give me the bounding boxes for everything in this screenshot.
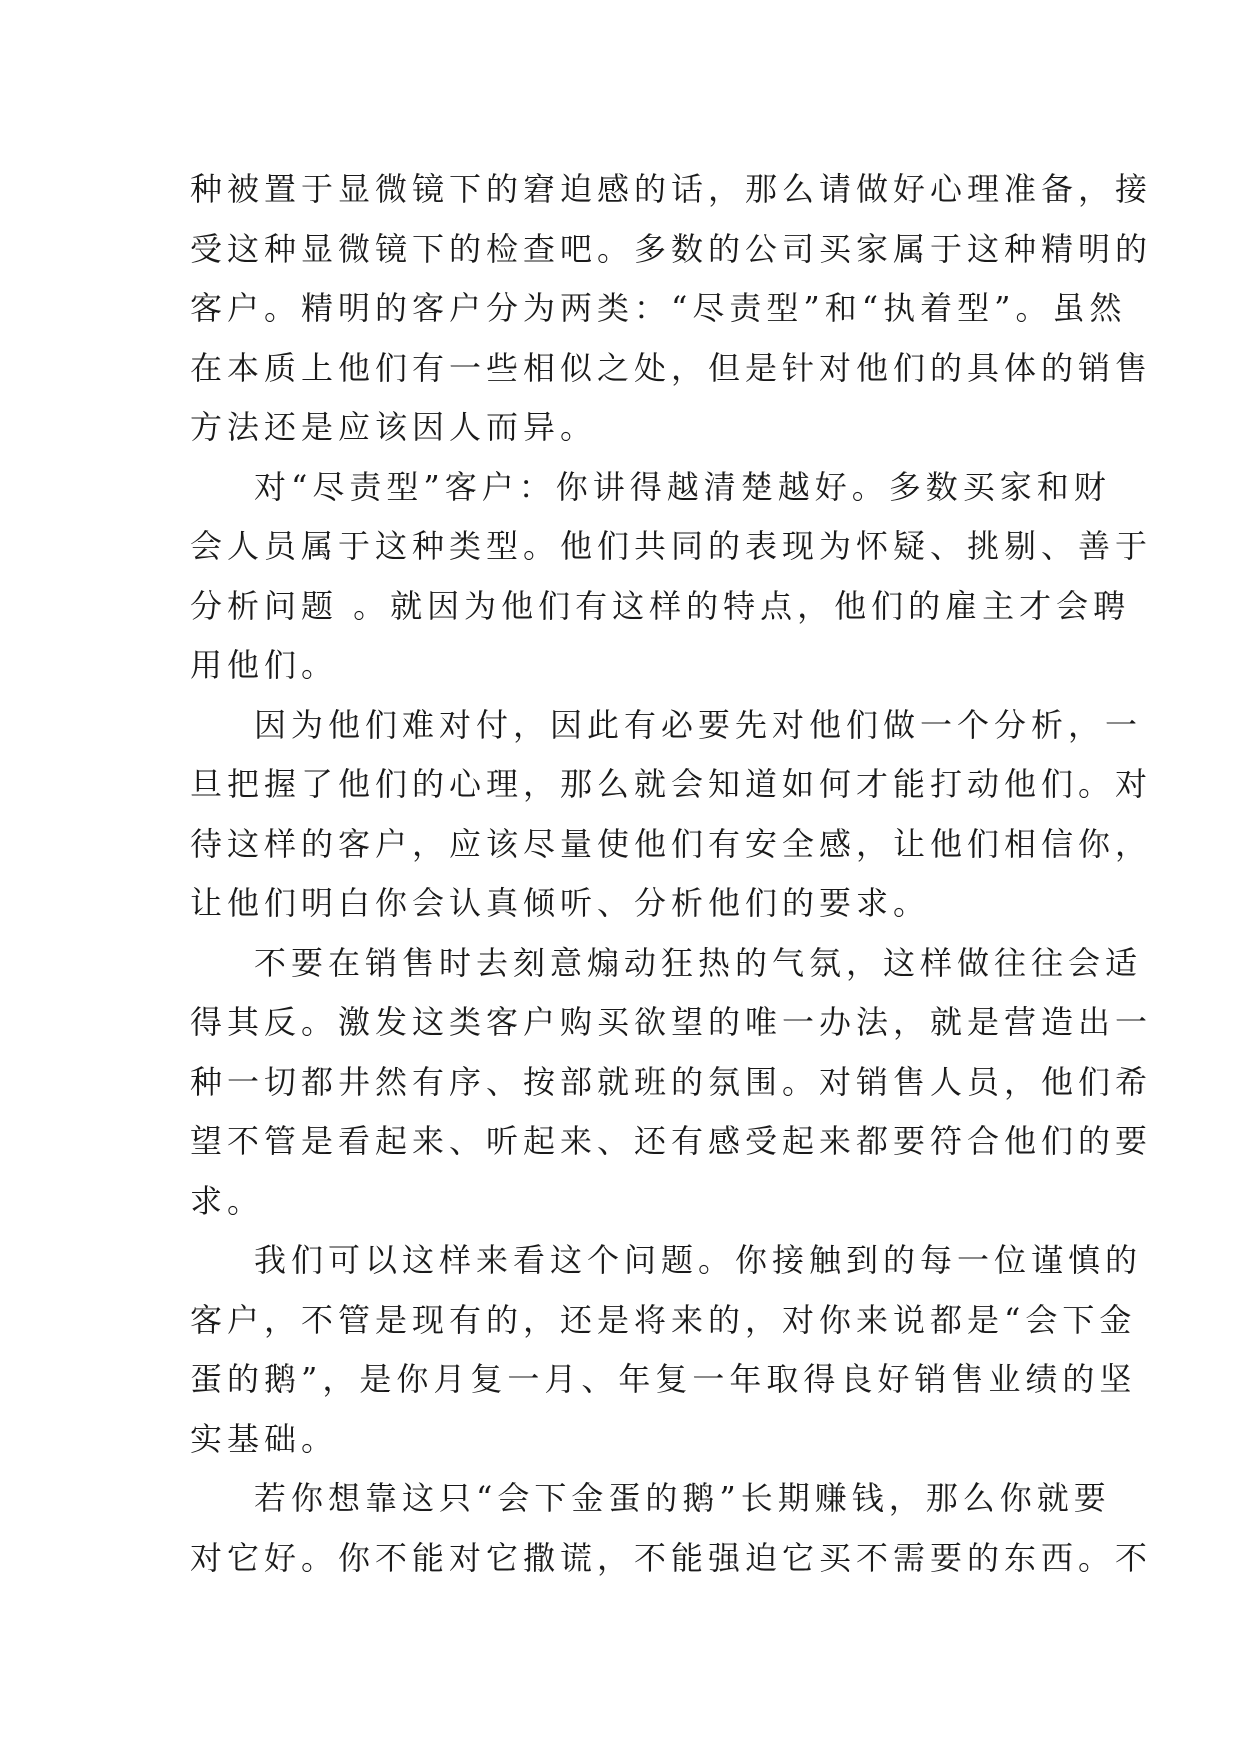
text-line: 对它好。你不能对它撒谎，不能强迫它买不需要的东西。不 (190, 1538, 1153, 1577)
text-line: 用他们。 (190, 646, 339, 684)
text-line: 种被置于显微镜下的窘迫感的话，那么请做好心理准备，接 (190, 170, 1153, 208)
text-line: 实基础。 (190, 1419, 339, 1458)
text-line: 不要在销售时去刻意煽动狂热的气氛，这样做往往会适 (254, 943, 1143, 982)
text-line: 分析问题 。就因为他们有这样的特点，他们的雇主才会聘 (190, 586, 1131, 625)
text-line: 旦把握了他们的心理，那么就会知道如何才能打动他们。对 (190, 765, 1153, 803)
text-line: 让他们明白你会认真倾听、分析他们的要求。 (190, 884, 931, 922)
text-line: 我们可以这样来看这个问题。你接触到的每一位谨慎的 (254, 1241, 1143, 1279)
text-line: 求。 (190, 1181, 265, 1220)
text-line: 蛋的鹅”，是你月复一月、年复一年取得良好销售业绩的坚 (190, 1360, 1137, 1398)
text-line: 客户。精明的客户分为两类：“尽责型”和“执着型”。虽然 (190, 289, 1127, 327)
text-line: 会人员属于这种类型。他们共同的表现为怀疑、挑剔、善于 (190, 527, 1153, 565)
text-line: 得其反。激发这类客户购买欲望的唯一办法，就是营造出一 (190, 1003, 1153, 1041)
text-line: 方法还是应该因人而异。 (190, 408, 598, 446)
text-line: 望不管是看起来、听起来、还有感受起来都要符合他们的要 (190, 1122, 1153, 1160)
text-line: 因为他们难对付，因此有必要先对他们做一个分析，一 (254, 705, 1143, 744)
text-line: 在本质上他们有一些相似之处，但是针对他们的具体的销售 (190, 348, 1153, 387)
text-line: 若你想靠这只“会下金蛋的鹅”长期赚钱，那么你就要 (254, 1479, 1111, 1517)
text-line: 种一切都井然有序、按部就班的氛围。对销售人员，他们希 (190, 1062, 1153, 1101)
text-line: 待这样的客户，应该尽量使他们有安全感，让他们相信你， (190, 824, 1153, 863)
text-line: 客户，不管是现有的，还是将来的，对你来说都是“会下金 (190, 1300, 1137, 1339)
text-line: 对“尽责型”客户：你讲得越清楚越好。多数买家和财 (254, 467, 1111, 506)
body-text (190, 160, 1153, 1588)
text-line: 受这种显微镜下的检查吧。多数的公司买家属于这种精明的 (190, 229, 1153, 268)
